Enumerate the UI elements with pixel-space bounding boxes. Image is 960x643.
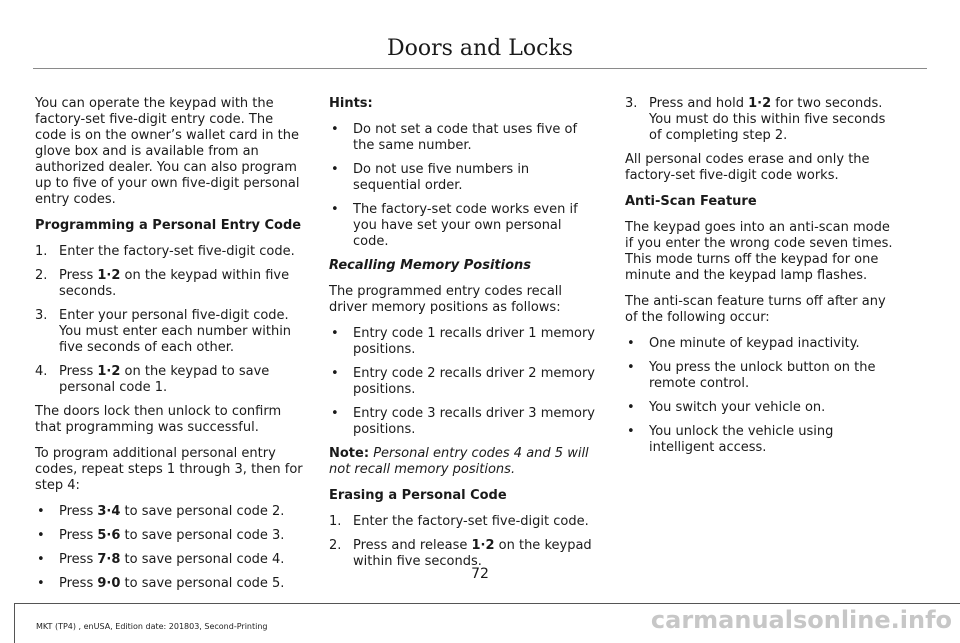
- list-item: [329, 366, 601, 398]
- hints-heading: Hints:: [329, 96, 373, 111]
- watermark-logo: carmanualsonline.info: [650, 606, 952, 634]
- list-item: [329, 202, 601, 250]
- item-text: [353, 514, 589, 529]
- bullet-marker: •: [627, 336, 635, 351]
- step-item: [625, 96, 897, 144]
- list-item: [35, 528, 307, 544]
- item-text-post: on the keypad within five seconds.: [353, 538, 592, 569]
- item-text: [59, 268, 289, 299]
- page-number: 72: [471, 566, 489, 582]
- step-item: [35, 268, 307, 300]
- bullet-marker: •: [627, 400, 635, 415]
- list-item: [625, 424, 897, 456]
- step-item: [329, 514, 601, 530]
- item-text: One minute of keypad inactivity.: [649, 336, 860, 351]
- note-text: Personal entry codes 4 and 5 will not recall memory positions.: [329, 446, 589, 477]
- step-number: 2.: [35, 268, 48, 283]
- item-text-post: to save personal code 5.: [120, 576, 285, 591]
- footer-divider: [14, 603, 960, 604]
- erase-result: All personal codes erase and only the factory-set five-digit code works.: [625, 152, 870, 183]
- programming-steps: [35, 244, 307, 396]
- erase-step-3: [625, 96, 897, 144]
- bullet-marker: •: [627, 424, 635, 439]
- item-text-post: to save personal code 3.: [120, 528, 285, 543]
- step-item: [35, 308, 307, 356]
- item-text: [59, 552, 284, 567]
- bullet-marker: •: [331, 326, 339, 341]
- step-number: 2.: [329, 538, 342, 553]
- keypad-key-label: 1·2: [748, 96, 772, 111]
- item-text-pre: Press and release: [353, 538, 472, 553]
- erase-steps: [329, 514, 601, 570]
- item-text-post: to save personal code 4.: [120, 552, 285, 567]
- item-text: [649, 96, 885, 143]
- section-heading-antiscan: Anti-Scan Feature: [625, 194, 757, 209]
- item-text-post: on the keypad within five seconds.: [59, 268, 290, 299]
- keypad-key-label: 3·4: [97, 504, 121, 519]
- section-heading-erasing: Erasing a Personal Code: [329, 488, 507, 503]
- step-number: 1.: [35, 244, 48, 259]
- page-title: Doors and Locks: [386, 36, 574, 61]
- section-heading-programming: Programming a Personal Entry Code: [35, 218, 302, 233]
- hints-list: [329, 122, 601, 250]
- list-item: [35, 504, 307, 520]
- intro-paragraph: You can operate the keypad with the factory-set five-digit entry code. The code is on the owner’s wallet card in the glove box and is available from an authorized dealer. You can also program up to five of your own five-digit personal entry codes.: [35, 96, 300, 207]
- column-1: [35, 96, 307, 600]
- list-item: [329, 406, 601, 438]
- bullet-marker: •: [331, 366, 339, 381]
- memory-list: [329, 326, 601, 438]
- item-text-pre: Press: [59, 504, 98, 519]
- antiscan-off: The anti-scan feature turns off after any of the following occur:: [625, 294, 886, 325]
- step-number: 1.: [329, 514, 342, 529]
- antiscan-intro: The keypad goes into an anti-scan mode if you enter the wrong code seven times. This mode turns off the keypad for one minute and the keypad lamp flashes.: [625, 220, 893, 283]
- item-text: Do not use five numbers in sequential order.: [353, 162, 530, 193]
- note-label: Note:: [329, 446, 370, 461]
- keypad-key-label: 7·8: [97, 552, 121, 567]
- item-text-pre: Press: [59, 576, 98, 591]
- item-text-pre: Press and hold: [649, 96, 749, 111]
- bullet-marker: •: [627, 360, 635, 375]
- column-3: [625, 96, 897, 464]
- item-text-pre: Enter the factory-set five-digit code.: [353, 514, 589, 529]
- item-text-pre: Press: [59, 528, 98, 543]
- item-text: [59, 308, 291, 355]
- list-item: [329, 326, 601, 358]
- keypad-key-label: 1·2: [97, 268, 121, 283]
- item-text-pre: Enter your personal five-digit code. You must enter each number within five seconds of each other.: [59, 308, 292, 355]
- keypad-key-label: 5·6: [97, 528, 121, 543]
- bullet-marker: •: [37, 504, 45, 519]
- item-text: [59, 364, 269, 395]
- item-text: Entry code 1 recalls driver 1 memory positions.: [353, 326, 596, 357]
- bullet-marker: •: [331, 162, 339, 177]
- bullet-marker: •: [37, 552, 45, 567]
- keypad-key-label: 1·2: [97, 364, 121, 379]
- item-text-post: for two seconds. You must do this within five seconds of completing step 2.: [649, 96, 886, 143]
- step-number: 4.: [35, 364, 48, 379]
- list-item: [625, 400, 897, 416]
- list-item: [329, 122, 601, 154]
- column-2: [329, 96, 601, 578]
- step-number: 3.: [625, 96, 638, 111]
- memory-intro: The programmed entry codes recall driver memory positions as follows:: [329, 284, 563, 315]
- item-text-post: on the keypad to save personal code 1.: [59, 364, 270, 395]
- edition-info: MKT (TP4) , enUSA, Edition date: 201803, Second-Printing: [36, 622, 268, 631]
- list-item: [625, 360, 897, 392]
- item-text: Entry code 2 recalls driver 2 memory positions.: [353, 366, 596, 397]
- item-text: You unlock the vehicle using intelligent access.: [649, 424, 834, 455]
- item-text-pre: Press: [59, 268, 98, 283]
- item-text: [59, 528, 284, 543]
- item-text: [59, 244, 295, 259]
- step-number: 3.: [35, 308, 48, 323]
- list-item: [625, 336, 897, 352]
- item-text-pre: Press: [59, 552, 98, 567]
- item-text-post: to save personal code 2.: [120, 504, 285, 519]
- item-text: You switch your vehicle on.: [649, 400, 826, 415]
- footer-crop-mark: [14, 603, 15, 643]
- item-text: The factory-set code works even if you have set your own personal code.: [353, 202, 578, 249]
- note-paragraph: [329, 446, 601, 478]
- additional-paragraph: To program additional personal entry codes, repeat steps 1 through 3, then for step 4:: [35, 446, 303, 493]
- item-text: [59, 504, 284, 519]
- bullet-marker: •: [37, 528, 45, 543]
- bullet-marker: •: [37, 576, 45, 591]
- bullet-marker: •: [331, 202, 339, 217]
- antiscan-list: [625, 336, 897, 456]
- item-text: Entry code 3 recalls driver 3 memory positions.: [353, 406, 596, 437]
- bullet-marker: •: [331, 406, 339, 421]
- confirm-paragraph: The doors lock then unlock to confirm that programming was successful.: [35, 404, 282, 435]
- item-text: [353, 538, 592, 569]
- section-heading-memory: Recalling Memory Positions: [329, 258, 532, 273]
- item-text: You press the unlock button on the remote control.: [649, 360, 876, 391]
- item-text-pre: Press: [59, 364, 98, 379]
- step-item: [35, 244, 307, 260]
- header-divider: [33, 68, 927, 69]
- step-item: [35, 364, 307, 396]
- item-text: Do not set a code that uses five of the same number.: [353, 122, 578, 153]
- keypad-key-label: 1·2: [471, 538, 495, 553]
- list-item: [329, 162, 601, 194]
- keypad-key-label: 9·0: [97, 576, 121, 591]
- bullet-marker: •: [331, 122, 339, 137]
- item-text-pre: Enter the factory-set five-digit code.: [59, 244, 295, 259]
